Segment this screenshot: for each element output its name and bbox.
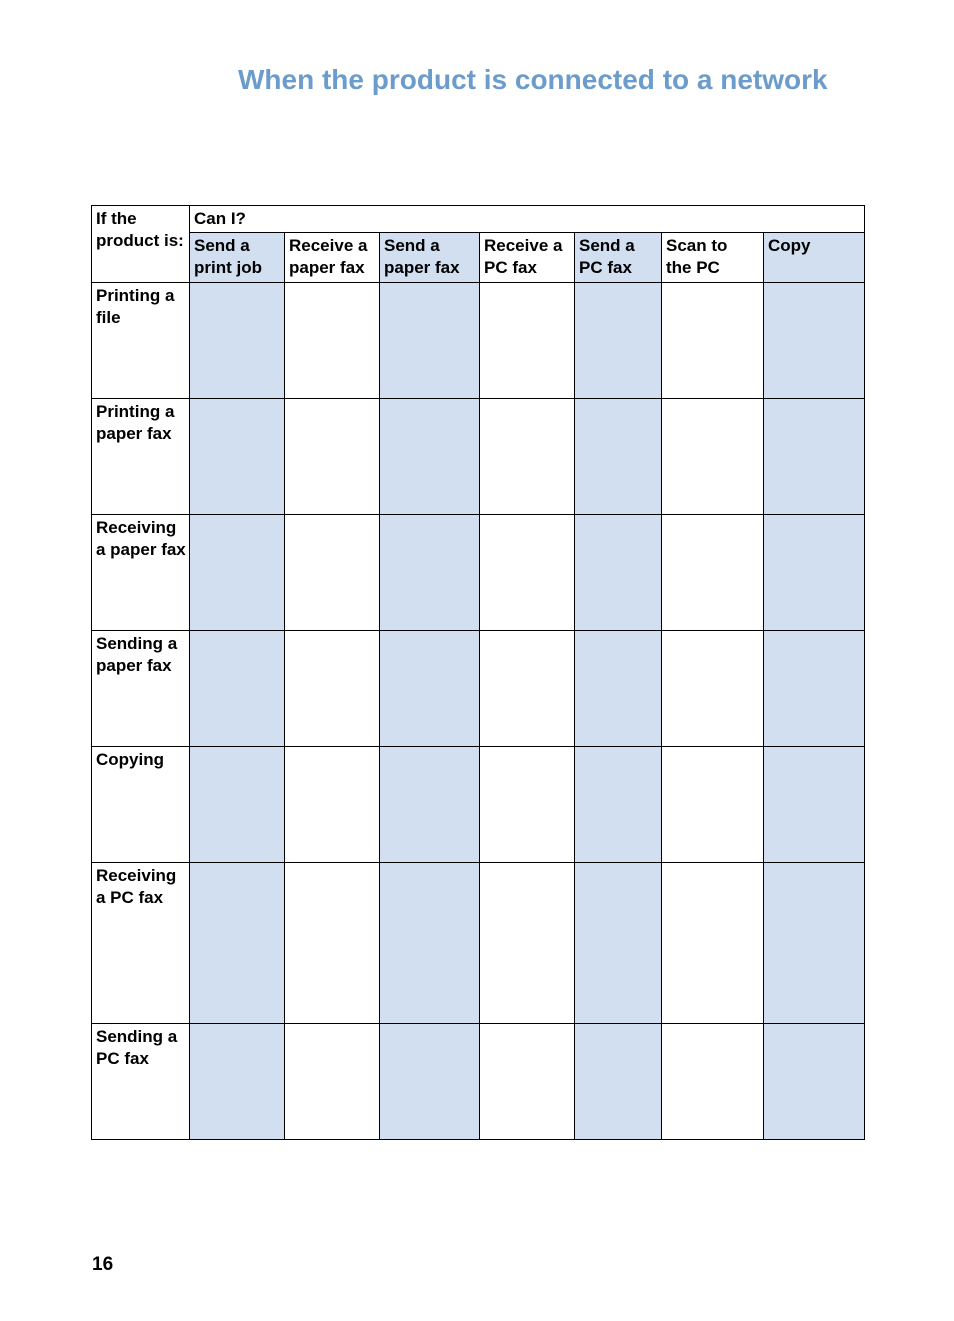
table-cell [380, 515, 480, 631]
table-cell [764, 399, 865, 515]
table-cell [190, 863, 285, 1024]
table-cell [662, 863, 764, 1024]
table-cell [190, 283, 285, 399]
table-cell [480, 399, 575, 515]
table-cell [764, 631, 865, 747]
table-cell [190, 747, 285, 863]
table-cell [480, 631, 575, 747]
table-cell [575, 515, 662, 631]
table-cell [662, 515, 764, 631]
column-header: Copy [764, 233, 865, 283]
table-cell [285, 283, 380, 399]
row-header: Sending a paper fax [92, 631, 190, 747]
table-row [92, 631, 865, 747]
table-cell [285, 1024, 380, 1140]
table-cell [380, 1024, 480, 1140]
corner-header: If the product is: [92, 206, 190, 283]
table-row [92, 399, 865, 515]
table-cell [285, 863, 380, 1024]
row-header: Printing a file [92, 283, 190, 399]
column-header: Send a paper fax [380, 233, 480, 283]
column-header: Scan to the PC [662, 233, 764, 283]
table-cell [480, 747, 575, 863]
table-cell [380, 631, 480, 747]
table-cell [480, 863, 575, 1024]
table-cell [285, 515, 380, 631]
column-header: Send a print job [190, 233, 285, 283]
table-cell [190, 1024, 285, 1140]
table-cell [575, 283, 662, 399]
table-cell [662, 399, 764, 515]
table-cell [764, 1024, 865, 1140]
table-cell [764, 747, 865, 863]
column-header: Receive a paper fax [285, 233, 380, 283]
row-header: Receiving a paper fax [92, 515, 190, 631]
table-cell [662, 1024, 764, 1140]
table-cell [190, 631, 285, 747]
column-header: Receive a PC fax [480, 233, 575, 283]
row-header: Sending a PC fax [92, 1024, 190, 1140]
table-row [92, 863, 865, 1024]
table-cell [764, 283, 865, 399]
table-cell [380, 747, 480, 863]
table-cell [662, 631, 764, 747]
table-cell [285, 747, 380, 863]
page-number: 16 [92, 1254, 114, 1275]
table-cell [575, 399, 662, 515]
table-cell [575, 863, 662, 1024]
table-cell [764, 515, 865, 631]
group-header: Can I? [190, 206, 865, 233]
table-cell [480, 515, 575, 631]
compatibility-table [91, 205, 865, 1140]
table-cell [380, 283, 480, 399]
table-row [92, 515, 865, 631]
table-cell [575, 747, 662, 863]
table-row [92, 747, 865, 863]
table-cell [380, 863, 480, 1024]
table-cell [190, 399, 285, 515]
table-cell [662, 747, 764, 863]
table-cell [575, 631, 662, 747]
table-cell [480, 1024, 575, 1140]
row-header: Printing a paper fax [92, 399, 190, 515]
row-header: Copying [92, 747, 190, 863]
table-cell [764, 863, 865, 1024]
table-cell [285, 631, 380, 747]
row-header: Receiving a PC fax [92, 863, 190, 1024]
table-row [92, 283, 865, 399]
table-cell [480, 283, 575, 399]
table-cell [380, 399, 480, 515]
column-header: Send a PC fax [575, 233, 662, 283]
table-cell [662, 283, 764, 399]
table-row [92, 1024, 865, 1140]
table-cell [575, 1024, 662, 1140]
table-cell [190, 515, 285, 631]
table-cell [285, 399, 380, 515]
page-title: When the product is connected to a network [238, 64, 828, 95]
